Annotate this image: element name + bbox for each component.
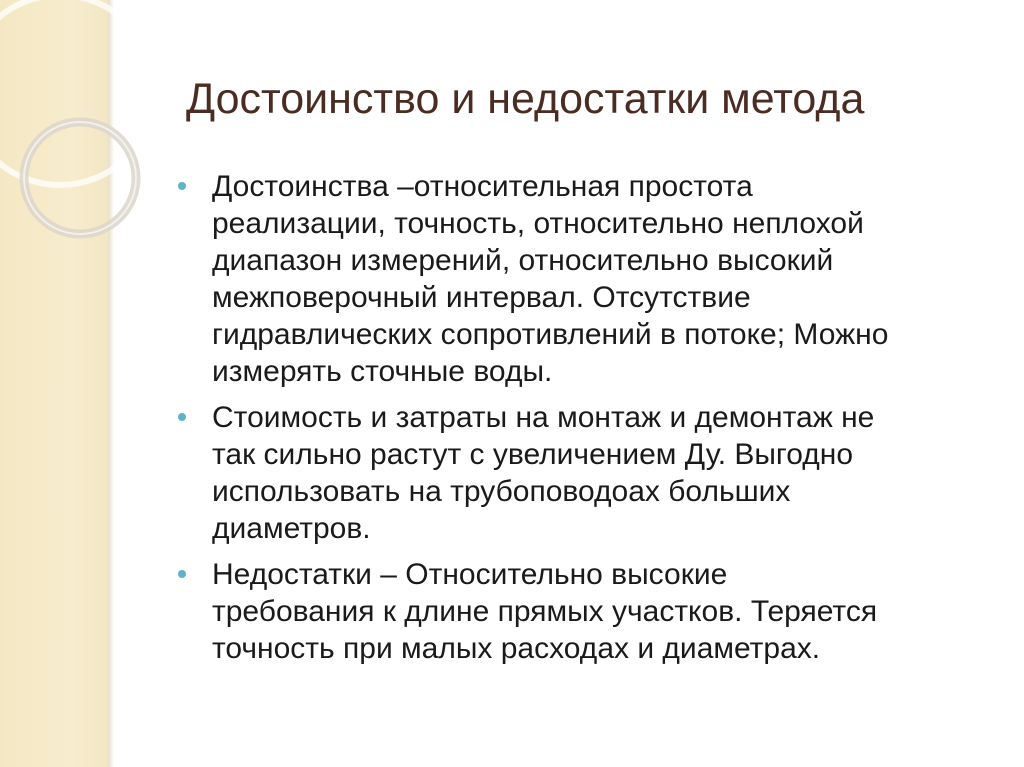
bullet-disadvantages <box>178 556 1008 667</box>
bullet-text: Стоимость и затраты на монтаж и демонтаж не так сильно растут с увеличением Ду. Выгодно использовать на трубоповодоах больших диаметров. <box>212 401 875 545</box>
bullet-text: Достоинства –относительная простота реализации, точность, относительно неплохой диапазон измерений, относительно высокий межповерочный интервал. Отсутствие гидравлических сопротивлений в потоке; Можно измерять сточные воды. <box>212 170 889 388</box>
bullet-costs <box>178 399 1008 547</box>
bullet-advantages <box>178 168 1008 390</box>
bullet-list <box>178 168 1008 676</box>
bullet-text: Недостатки – Относительно высокие требования к длине прямых участков. Теряется точность при малых расходах и диаметрах. <box>212 558 878 665</box>
decorative-rings <box>0 0 180 300</box>
decorative-ring-small-highlight <box>24 122 136 234</box>
bullet-dot-icon <box>178 413 186 421</box>
bullet-dot-icon <box>178 570 186 578</box>
slide-title: Достоинство и недостатки метода <box>186 75 865 123</box>
bullet-dot-icon <box>178 182 186 190</box>
